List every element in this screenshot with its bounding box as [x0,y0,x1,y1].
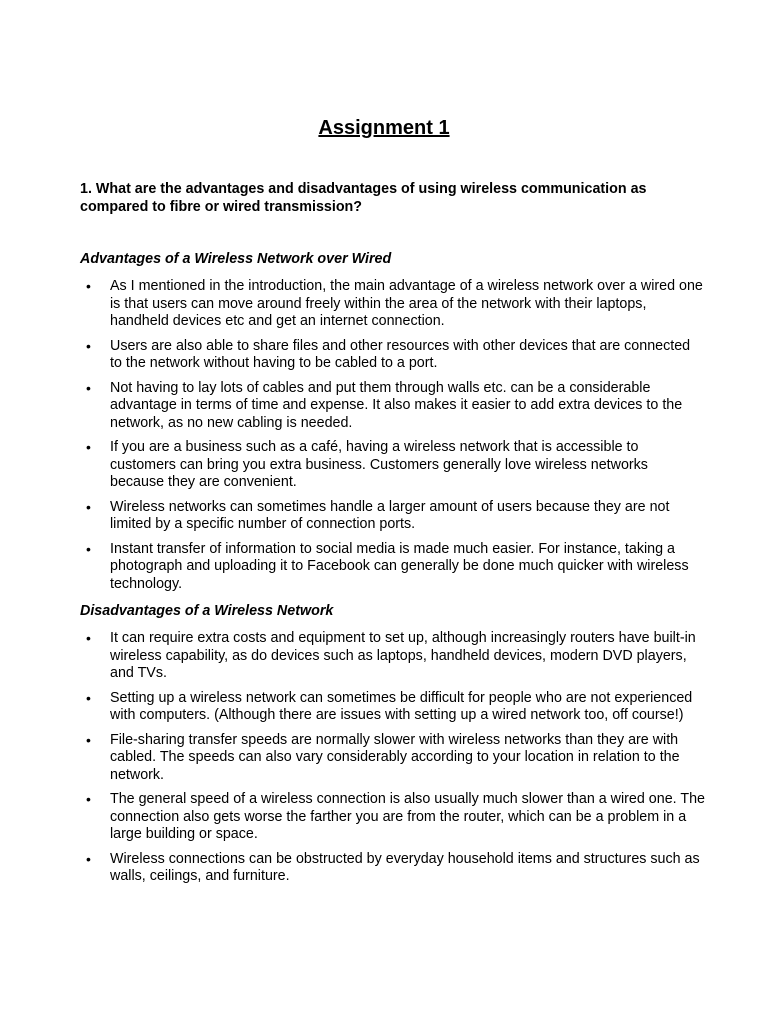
list-item-text: Setting up a wireless network can sometimes be difficult for people who are not experienced with computers. (Although there are issues with setting up a wired network too, off course!) [110,689,693,723]
list-item-text: If you are a business such as a café, having a wireless network that is accessible to customers can bring you extra business. Customers generally love wireless networks because they are convenient. [110,439,648,490]
list-item-text: The general speed of a wireless connection is also usually much slower than a wired one. The connection also gets worse the farther you are from the router, which can be a problem in a large building or space. [110,791,705,842]
list-item-text: Instant transfer of information to social media is made much easier. For instance, taking a photograph and uploading it to Facebook can generally be done much quicker with wireless technology. [110,540,689,592]
list-item-text: As I mentioned in the introduction, the main advantage of a wireless network over a wired one is that users can move around freely within the area of the network with their laptops, handheld devices etc and get an internet connection. [110,278,703,329]
list-item [80,630,705,683]
list-item [80,851,705,886]
advantages-list [80,278,705,600]
list-item-text: Users are also able to share files and other resources with other devices that are connected to the network without having to be cabled to a port. [110,337,691,371]
page-title: Assignment 1 [318,117,450,139]
bullet-icon: • [86,439,91,455]
bullet-icon: • [86,540,91,557]
list-item-text: Not having to lay lots of cables and put them through walls etc. can be a considerable advantage in terms of time and expense. It also makes it easier to add extra devices to the network, as no new cabling is needed. [110,379,683,431]
list-item [80,439,705,492]
bullet-icon: • [86,278,91,294]
bullet-icon: • [86,731,91,748]
bullet-icon: • [86,379,91,396]
list-item-text: Wireless networks can sometimes handle a larger amount of users because they are not limited by a specific number of connection ports. [110,498,670,532]
bullet-icon: • [86,689,91,706]
list-item [80,380,705,433]
list-item-text: File-sharing transfer speeds are normally slower with wireless networks than they are with cabled. The speeds can also vary considerably according to your location in relation to the network. [110,731,680,783]
bullet-icon: • [86,791,91,807]
list-item [80,690,705,725]
list-item [80,499,705,534]
bullet-icon: • [86,630,91,646]
advantages-heading: Advantages of a Wireless Network over Wired [80,251,392,267]
bullet-icon: • [86,498,91,515]
list-item-text: It can require extra costs and equipment to set up, although increasingly routers have built-in wireless capability, as do devices such as laptops, handheld devices, modern DVD players, and TVs. [110,630,696,681]
list-item [80,791,705,844]
disadvantages-list [80,630,705,893]
list-item [80,338,705,373]
list-item [80,732,705,785]
list-item [80,278,705,331]
bullet-icon: • [86,850,91,867]
disadvantages-heading: Disadvantages of a Wireless Network [80,603,334,619]
list-item [80,541,705,594]
bullet-icon: • [86,337,91,354]
list-item-text: Wireless connections can be obstructed by everyday household items and structures such as walls, ceilings, and furniture. [110,850,700,884]
question-text: 1. What are the advantages and disadvantages of using wireless communication as compared to fibre or wired transmission? [80,181,647,215]
